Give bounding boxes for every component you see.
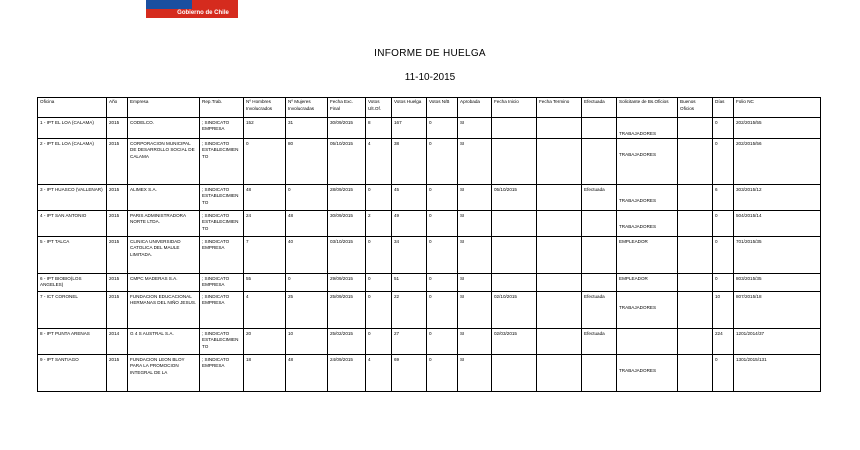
cell-aprobada: SI	[458, 355, 492, 392]
report-date: 11-10-2015	[404, 72, 456, 83]
cell-votos-nb: 0	[427, 274, 458, 292]
cell-fecha-termino	[537, 211, 582, 237]
column-header: Rep.Trab.	[200, 98, 244, 118]
cell-rep-trab: ; SINDICATO EMPRESA	[200, 237, 244, 274]
cell-anio: 2015	[107, 274, 128, 292]
cell-votos-ult: 4	[366, 139, 392, 185]
cell-votos-nb: 0	[427, 329, 458, 355]
cell-dias: 0	[713, 355, 734, 392]
cell-solicitante	[617, 211, 678, 237]
cell-rep-trab: ; SINDICATO ESTABLECIMIENTO	[200, 185, 244, 211]
cell-oficina: 5 - IPT TALCA	[38, 237, 107, 274]
cell-votos-huelga: 49	[392, 211, 427, 237]
cell-folio: 1301/2015/131	[734, 355, 821, 392]
cell-dias: 0	[713, 211, 734, 237]
column-header: Días	[713, 98, 734, 118]
cell-fecha-inicio	[492, 211, 537, 237]
cell-votos-nb: 0	[427, 355, 458, 392]
column-header: Votos Huelga	[392, 98, 427, 118]
cell-votos-huelga: 45	[392, 185, 427, 211]
cell-dias: 10	[713, 292, 734, 329]
column-header: Solicitante de Bs.Oficios	[617, 98, 678, 118]
cell-solicitante	[617, 118, 678, 139]
cell-dias: 0	[713, 274, 734, 292]
column-header: Votos N/B	[427, 98, 458, 118]
cell-votos-nb: 0	[427, 211, 458, 237]
cell-mujeres: 0	[286, 274, 328, 292]
cell-fecha-inicio	[492, 118, 537, 139]
cell-mujeres: 80	[286, 139, 328, 185]
cell-folio: 803/2015/35	[734, 274, 821, 292]
cell-votos-ult: 8	[366, 118, 392, 139]
cell-fecha-inicio	[492, 237, 537, 274]
cell-fecha-inicio: 02/03/2015	[492, 329, 537, 355]
cell-votos-ult: 2	[366, 211, 392, 237]
column-header: Efectuada	[582, 98, 617, 118]
cell-rep-trab: ; SINDICATO EMPRESA	[200, 274, 244, 292]
cell-votos-huelga: 69	[392, 355, 427, 392]
column-header: Votos Ult.Of.	[366, 98, 392, 118]
cell-empresa: CODELCO.	[128, 118, 200, 139]
cell-anio: 2015	[107, 139, 128, 185]
cell-folio: 303/2015/12	[734, 185, 821, 211]
column-header: Aprobada	[458, 98, 492, 118]
cell-votos-ult: 0	[366, 274, 392, 292]
cell-votos-ult: 0	[366, 185, 392, 211]
cell-empresa: FUNDACION EDUCACIONAL HERMANAS DEL NIÑO JESUS.	[128, 292, 200, 329]
cell-fecha-exc: 30/09/2015	[328, 211, 366, 237]
cell-buenos-oficios	[678, 329, 713, 355]
column-header: Fecha Termino	[537, 98, 582, 118]
cell-aprobada: SI	[458, 274, 492, 292]
cell-fecha-inicio	[492, 139, 537, 185]
cell-hombres: 4	[244, 292, 286, 329]
column-header: Nº Hombres Involucrados	[244, 98, 286, 118]
cell-buenos-oficios	[678, 211, 713, 237]
cell-rep-trab: ; SINDICATO ESTABLECIMIENTO	[200, 139, 244, 185]
table-row	[38, 329, 821, 355]
cell-aprobada: SI	[458, 211, 492, 237]
cell-efectuada: Efectuada	[582, 329, 617, 355]
cell-votos-huelga: 38	[392, 139, 427, 185]
cell-fecha-inicio	[492, 274, 537, 292]
cell-fecha-termino	[537, 139, 582, 185]
cell-votos-nb: 0	[427, 118, 458, 139]
cell-anio: 2015	[107, 355, 128, 392]
cell-oficina: 9 - IPT SANTIAGO	[38, 355, 107, 392]
cell-oficina: 4 - IPT SAN ANTONIO	[38, 211, 107, 237]
cell-votos-huelga: 167	[392, 118, 427, 139]
cell-aprobada: SI	[458, 185, 492, 211]
table-row	[38, 274, 821, 292]
solicitante-text: TRABAJADORES	[619, 197, 657, 203]
cell-mujeres: 10	[286, 329, 328, 355]
logo-blue-block	[146, 0, 192, 9]
cell-folio: 504/2015/14	[734, 211, 821, 237]
cell-oficina: 8 - IPT PUNTA ARENAS	[38, 329, 107, 355]
cell-aprobada: SI	[458, 139, 492, 185]
cell-solicitante	[617, 274, 678, 292]
cell-empresa: G 4 S AUSTRAL S.A.	[128, 329, 200, 355]
cell-empresa: CORPORACION MUNICIPAL DE DESARROLLO SOCIAL DE CALAMA	[128, 139, 200, 185]
cell-solicitante	[617, 237, 678, 274]
table-header-row	[38, 98, 821, 118]
cell-hombres: 152	[244, 118, 286, 139]
cell-fecha-termino	[537, 329, 582, 355]
cell-fecha-inicio: 02/10/2015	[492, 292, 537, 329]
cell-fecha-exc: 29/09/2015	[328, 274, 366, 292]
cell-aprobada: SI	[458, 237, 492, 274]
cell-hombres: 48	[244, 185, 286, 211]
cell-empresa: PARIS ADMINISTRADORA NORTE LTDA.	[128, 211, 200, 237]
cell-rep-trab: ; SINDICATO EMPRESA	[200, 355, 244, 392]
cell-dias: 0	[713, 118, 734, 139]
cell-fecha-exc: 30/09/2015	[328, 118, 366, 139]
cell-aprobada: SI	[458, 329, 492, 355]
solicitante-text: TRABAJADORES	[619, 223, 657, 229]
cell-rep-trab: ; SINDICATO ESTABLECIMIENTO	[200, 329, 244, 355]
cell-votos-nb: 0	[427, 237, 458, 274]
cell-solicitante	[617, 329, 678, 355]
cell-votos-ult: 4	[366, 355, 392, 392]
solicitante-text: TRABAJADORES	[619, 130, 657, 136]
cell-fecha-exc: 25/09/2015	[328, 292, 366, 329]
column-header: Buenos Oficios	[678, 98, 713, 118]
cell-dias: 0	[713, 237, 734, 274]
cell-buenos-oficios	[678, 118, 713, 139]
table-row	[38, 355, 821, 392]
cell-votos-ult: 0	[366, 329, 392, 355]
cell-buenos-oficios	[678, 355, 713, 392]
logo-red-block	[192, 0, 238, 9]
cell-fecha-termino	[537, 274, 582, 292]
cell-fecha-termino	[537, 292, 582, 329]
cell-hombres: 55	[244, 274, 286, 292]
cell-efectuada	[582, 211, 617, 237]
cell-votos-ult: 0	[366, 292, 392, 329]
cell-empresa: FUNDACION LEON BLOY PARA LA PROMOCION INTEGRAL DE LA	[128, 355, 200, 392]
cell-empresa: CMPC MADERAS S.A.	[128, 274, 200, 292]
cell-oficina: 2 - IPT EL LOA (CALAMA)	[38, 139, 107, 185]
cell-mujeres: 25	[286, 292, 328, 329]
cell-efectuada	[582, 118, 617, 139]
cell-fecha-exc: 25/02/2015	[328, 329, 366, 355]
cell-empresa: CLINICA UNIVERSIDAD CATOLICA DEL MAULE LIMITADA.	[128, 237, 200, 274]
solicitante-text: EMPLEADOR	[619, 238, 648, 244]
cell-oficina: 7 - ICT CORONEL	[38, 292, 107, 329]
cell-fecha-termino	[537, 355, 582, 392]
cell-hombres: 0	[244, 139, 286, 185]
cell-votos-huelga: 27	[392, 329, 427, 355]
cell-oficina: 3 - IPT HUASCO (VALLENAR)	[38, 185, 107, 211]
cell-anio: 2014	[107, 329, 128, 355]
cell-folio: 701/2015/35	[734, 237, 821, 274]
cell-fecha-termino	[537, 237, 582, 274]
cell-efectuada	[582, 139, 617, 185]
cell-votos-ult: 0	[366, 237, 392, 274]
cell-oficina: 1 - IPT EL LOA (CALAMA)	[38, 118, 107, 139]
cell-solicitante	[617, 355, 678, 392]
column-header: Fecha Exc. Final	[328, 98, 366, 118]
cell-hombres: 20	[244, 329, 286, 355]
cell-buenos-oficios	[678, 292, 713, 329]
cell-fecha-termino	[537, 118, 582, 139]
strike-report-table	[37, 97, 821, 392]
solicitante-text: TRABAJADORES	[619, 304, 657, 310]
cell-buenos-oficios	[678, 237, 713, 274]
cell-votos-nb: 0	[427, 139, 458, 185]
cell-anio: 2015	[107, 211, 128, 237]
column-header: Nº Mujeres Involucradas	[286, 98, 328, 118]
table-row	[38, 139, 821, 185]
table-row	[38, 292, 821, 329]
cell-dias: 6	[713, 185, 734, 211]
cell-rep-trab: ; SINDICATO ESTABLECIMIENTO	[200, 211, 244, 237]
cell-buenos-oficios	[678, 274, 713, 292]
cell-mujeres: 48	[286, 211, 328, 237]
cell-fecha-exc: 03/10/2015	[328, 237, 366, 274]
table-row	[38, 118, 821, 139]
table-row	[38, 237, 821, 274]
cell-votos-nb: 0	[427, 292, 458, 329]
cell-oficina: 6 - IPT BIOBIO(LOS ANGELES)	[38, 274, 107, 292]
cell-fecha-termino	[537, 185, 582, 211]
cell-votos-nb: 0	[427, 185, 458, 211]
column-header: Fecha Inicio	[492, 98, 537, 118]
solicitante-text: TRABAJADORES	[619, 367, 657, 373]
cell-efectuada	[582, 237, 617, 274]
cell-mujeres: 0	[286, 185, 328, 211]
column-header: Empresa	[128, 98, 200, 118]
cell-fecha-inicio	[492, 355, 537, 392]
cell-efectuada: Efectuada	[582, 185, 617, 211]
column-header: Año	[107, 98, 128, 118]
cell-empresa: ALIMEX S.A.	[128, 185, 200, 211]
cell-solicitante	[617, 292, 678, 329]
cell-fecha-inicio: 05/10/2015	[492, 185, 537, 211]
cell-solicitante	[617, 185, 678, 211]
cell-fecha-exc: 05/10/2015	[328, 139, 366, 185]
cell-rep-trab: ; SINDICATO EMPRESA	[200, 292, 244, 329]
solicitante-text: EMPLEADOR	[619, 275, 648, 281]
cell-hombres: 18	[244, 355, 286, 392]
cell-fecha-exc: 24/09/2015	[328, 355, 366, 392]
cell-hombres: 24	[244, 211, 286, 237]
cell-buenos-oficios	[678, 185, 713, 211]
cell-folio: 807/2015/18	[734, 292, 821, 329]
cell-efectuada	[582, 274, 617, 292]
report-title: INFORME DE HUELGA	[374, 48, 486, 59]
cell-anio: 2015	[107, 292, 128, 329]
cell-anio: 2015	[107, 185, 128, 211]
column-header: Oficina	[38, 98, 107, 118]
cell-dias: 224	[713, 329, 734, 355]
cell-votos-huelga: 22	[392, 292, 427, 329]
cell-efectuada: Efectuada	[582, 292, 617, 329]
cell-mujeres: 48	[286, 355, 328, 392]
cell-buenos-oficios	[678, 139, 713, 185]
cell-aprobada: SI	[458, 292, 492, 329]
cell-fecha-exc: 28/09/2015	[328, 185, 366, 211]
cell-votos-huelga: 51	[392, 274, 427, 292]
cell-folio: 202/2015/55	[734, 118, 821, 139]
cell-solicitante	[617, 139, 678, 185]
cell-folio: 202/2015/56	[734, 139, 821, 185]
cell-dias: 0	[713, 139, 734, 185]
cell-folio: 1201/2014/37	[734, 329, 821, 355]
cell-aprobada: SI	[458, 118, 492, 139]
cell-rep-trab: ; SINDICATO EMPRESA	[200, 118, 244, 139]
cell-efectuada	[582, 355, 617, 392]
cell-mujeres: 31	[286, 118, 328, 139]
table-row	[38, 185, 821, 211]
cell-mujeres: 40	[286, 237, 328, 274]
solicitante-text: TRABAJADORES	[619, 151, 657, 157]
table-row	[38, 211, 821, 237]
cell-hombres: 7	[244, 237, 286, 274]
table-body	[38, 118, 821, 392]
cell-anio: 2015	[107, 118, 128, 139]
cell-anio: 2015	[107, 237, 128, 274]
column-header: Folio NC	[734, 98, 821, 118]
cell-votos-huelga: 34	[392, 237, 427, 274]
gobierno-logo	[146, 0, 238, 18]
logo-text: Gobierno de Chile	[177, 10, 229, 16]
